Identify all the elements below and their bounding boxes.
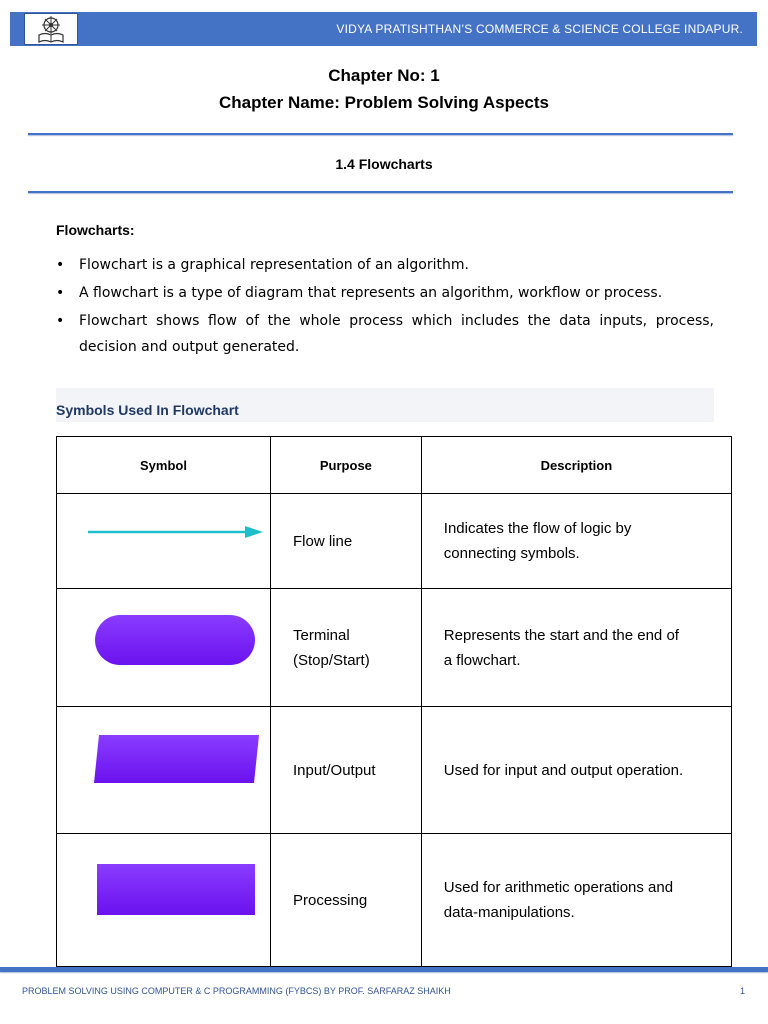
purpose-cell — [271, 494, 422, 589]
symbols-table — [56, 436, 732, 967]
processing-rectangle-icon — [57, 834, 270, 961]
description-line: Used for input and output operation. — [443, 761, 684, 779]
symbol-cell — [57, 494, 271, 589]
column-header-purpose: Purpose — [271, 437, 422, 494]
description-line: Indicates the flow of logic by — [443, 520, 632, 537]
list-item — [56, 252, 714, 278]
input-output-parallelogram-icon — [57, 707, 270, 828]
flow-line-arrow-icon — [57, 494, 270, 583]
purpose-cell — [271, 834, 422, 967]
college-emblem-icon — [24, 13, 78, 45]
table-header-row — [57, 437, 732, 494]
flowcharts-bullet-list — [56, 252, 714, 362]
flowcharts-heading: Flowcharts: — [56, 222, 135, 238]
description-cell — [421, 834, 731, 967]
symbols-heading: Symbols Used In Flowchart — [56, 402, 239, 418]
chapter-number: Chapter No: 1 — [328, 66, 440, 85]
purpose-text: Processing — [293, 891, 368, 909]
description-line: Represents the start and the end of — [443, 626, 679, 644]
description-line: Used for arithmetic operations and — [443, 879, 674, 896]
bullet-text: Flowchart is a graphical representation of an algorithm. — [79, 257, 469, 273]
purpose-cell — [271, 589, 422, 707]
symbol-cell — [57, 589, 271, 707]
terminal-shape-icon — [95, 615, 255, 665]
header-bar — [10, 12, 757, 46]
purpose-text: Flow line — [293, 532, 353, 550]
purpose-cell — [271, 707, 422, 834]
symbols-heading-bar — [56, 388, 714, 422]
divider-top — [28, 133, 733, 135]
table-row — [57, 494, 732, 589]
section-title: 1.4 Flowcharts — [335, 156, 433, 172]
purpose-text: (Stop/Start) — [293, 651, 370, 669]
table-row — [57, 834, 732, 967]
symbol-cell — [57, 707, 271, 834]
table-row — [57, 589, 732, 707]
bullet-text: A flowchart is a type of diagram that represents an algorithm, workflow or process. — [79, 285, 663, 301]
description-cell — [421, 589, 731, 707]
purpose-text: Input/Output — [293, 761, 376, 779]
symbol-cell — [57, 834, 271, 967]
college-name: VIDYA PRATISHTHAN’S COMMERCE & SCIENCE COLLEGE INDAPUR. — [336, 22, 743, 36]
bullet-text: Flowchart shows flow of the whole process which includes the data inputs, process, decision and output generated. — [79, 313, 714, 355]
page-number: 1 — [740, 986, 746, 996]
footer-bar — [0, 967, 768, 972]
bullet-icon: • — [56, 313, 65, 329]
description-cell — [421, 707, 731, 834]
table-row — [57, 707, 732, 834]
bullet-icon: • — [56, 285, 65, 301]
list-item — [56, 308, 714, 360]
bullet-icon: • — [56, 257, 65, 273]
description-line: data-manipulations. — [443, 904, 575, 921]
divider-bottom — [28, 191, 733, 193]
description-cell — [421, 494, 731, 589]
column-header-symbol: Symbol — [57, 437, 271, 494]
chapter-name: Chapter Name: Problem Solving Aspects — [218, 93, 549, 112]
footer-text: PROBLEM SOLVING USING COMPUTER & C PROGRAMMING (FYBCS) BY PROF. SARFARAZ SHAIKH — [22, 986, 451, 996]
list-item — [56, 280, 714, 306]
description-line: a flowchart. — [443, 651, 521, 669]
purpose-text: Terminal — [293, 626, 350, 644]
column-header-description: Description — [421, 437, 731, 494]
description-line: connecting symbols. — [443, 545, 580, 562]
